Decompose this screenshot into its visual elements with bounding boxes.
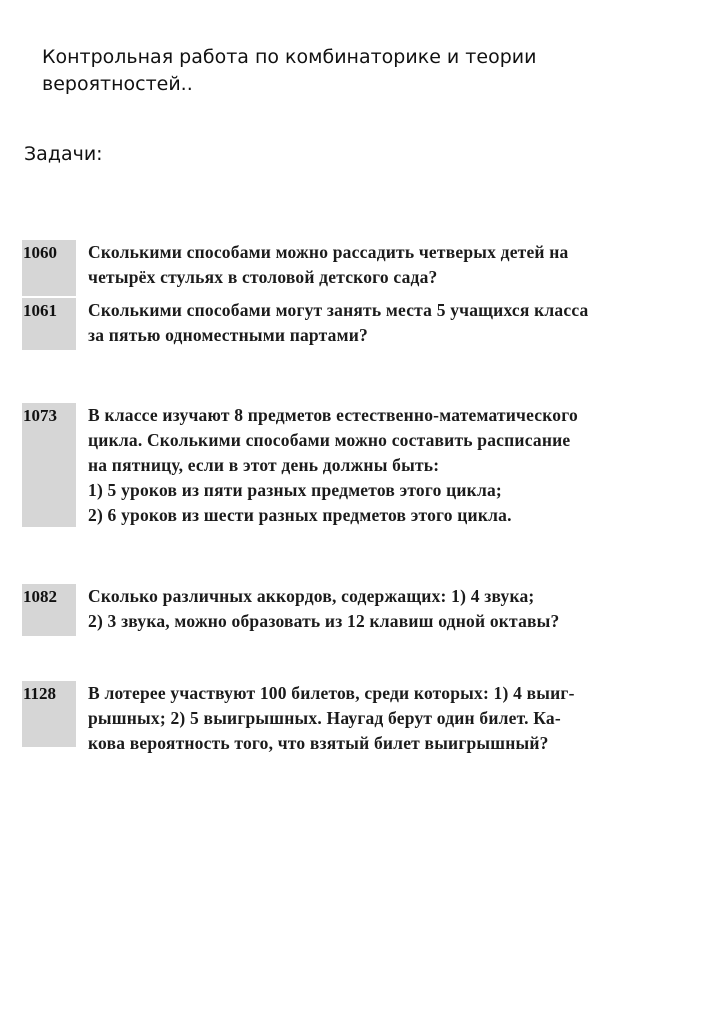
problem-line: четырёх стульях в столовой детского сада? <box>88 267 438 287</box>
problem-number: 1060 <box>22 240 76 296</box>
problem-line: кова вероятность того, что взятый билет выигрышный? <box>88 733 549 753</box>
problem-line: 2) 6 уроков из шести разных предметов этого цикла. <box>88 505 512 525</box>
problem-number: 1082 <box>22 584 76 636</box>
problem-1061 <box>22 298 692 350</box>
problem-1128 <box>22 681 692 756</box>
problem-1060 <box>22 240 692 296</box>
problem-line: Сколько различных аккордов, содержащих: 1) 4 звука; <box>88 586 535 606</box>
page-title: Контрольная работа по комбинаторике и теории вероятностей.. <box>42 46 537 95</box>
problem-text <box>88 240 692 290</box>
problem-text <box>88 584 692 634</box>
problem-text <box>88 403 692 528</box>
problem-number: 1061 <box>22 298 76 350</box>
problem-line: В лотерее участвуют 100 билетов, среди которых: 1) 4 выиг- <box>88 683 575 703</box>
problem-line: 1) 5 уроков из пяти разных предметов этого цикла; <box>88 480 502 500</box>
problem-line: Сколькими способами можно рассадить четверых детей на <box>88 242 569 262</box>
problem-text <box>88 681 692 756</box>
problem-line: В классе изучают 8 предметов естественно-математического <box>88 405 578 425</box>
section-label: Задачи: <box>24 143 103 165</box>
problem-text <box>88 298 692 348</box>
problem-1073 <box>22 403 692 528</box>
problem-line: 2) 3 звука, можно образовать из 12 клавиш одной октавы? <box>88 611 560 631</box>
problem-number: 1073 <box>22 403 76 527</box>
problem-line: рышных; 2) 5 выигрышных. Наугад берут один билет. Ка- <box>88 708 561 728</box>
problem-line: цикла. Сколькими способами можно составить расписание <box>88 430 571 450</box>
problem-1082 <box>22 584 692 636</box>
problem-line: Сколькими способами могут занять места 5 учащихся класса <box>88 300 589 320</box>
problem-line: за пятью одноместными партами? <box>88 325 368 345</box>
problem-line: на пятницу, если в этот день должны быть: <box>88 455 440 475</box>
problem-number: 1128 <box>22 681 76 747</box>
